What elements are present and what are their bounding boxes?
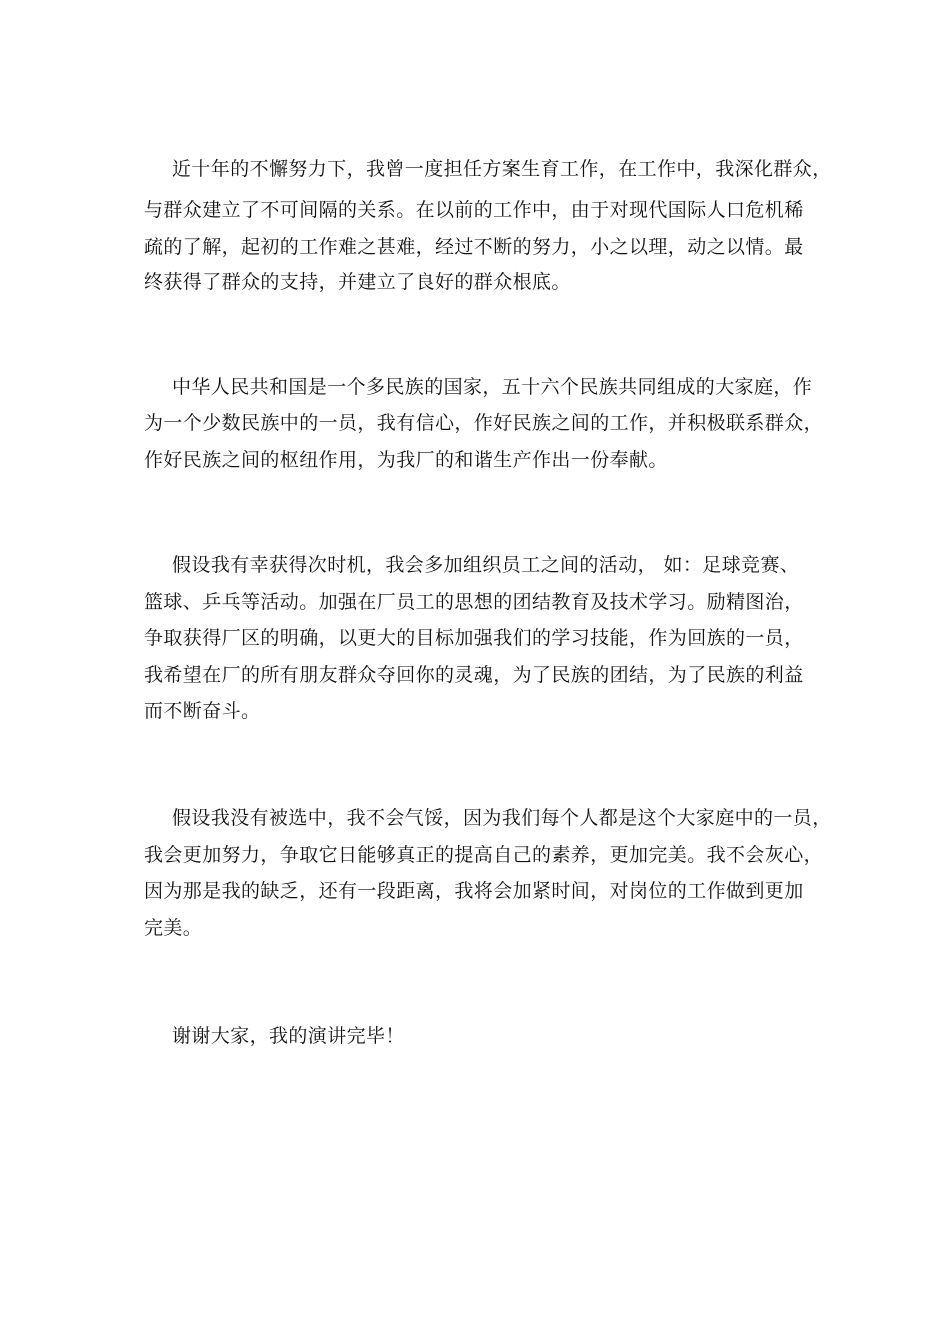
paragraph-line: 完美。 (144, 917, 203, 939)
paragraph-line: 终获得了群众的支持，并建立了良好的群众根底。 (144, 271, 571, 293)
paragraph-line: 假设我有幸获得次时机，我会多加组织员工之间的活动， 如：足球竞赛、 (172, 554, 800, 576)
paragraph-line: 因为那是我的缺乏，还有一段距离，我将会加紧时间，对岗位的工作做到更加 (144, 880, 804, 902)
paragraph-line: 谢谢大家，我的演讲完毕！ (172, 1025, 405, 1047)
paragraph-line: 争取获得厂区的明确，以更大的目标加强我们的学习技能，作为回族的一员， (144, 627, 804, 649)
paragraph-line: 疏的了解，起初的工作难之甚难，经过不断的努力，小之以理，动之以情。最 (144, 236, 804, 258)
paragraph-line: 篮球、乒乓等活动。加强在厂员工的思想的团结教育及技术学习。励精图治， (144, 591, 804, 613)
paragraph-line: 中华人民共和国是一个多民族的国家，五十六个民族共同组成的大家庭，作 (172, 376, 813, 398)
paragraph-line: 而不断奋斗。 (144, 700, 261, 722)
paragraph-line: 近十年的不懈努力下，我曾一度担任方案生育工作，在工作中，我深化群众， (172, 158, 832, 180)
paragraph-line: 我会更加努力，争取它日能够真正的提高自己的素养，更加完美。我不会灰心， (144, 844, 824, 866)
paragraph-line: 我希望在厂的所有朋友群众夺回你的灵魂，为了民族的团结，为了民族的利益 (144, 664, 804, 686)
paragraph-line: 作好民族之间的枢纽作用，为我厂的和谐生产作出一份奉献。 (144, 449, 668, 471)
paragraph-line: 假设我没有被选中，我不会气馁，因为我们每个人都是这个大家庭中的一员， (172, 807, 832, 829)
paragraph-line: 为一个少数民族中的一员，我有信心，作好民族之间的工作，并积极联系群众， (144, 412, 824, 434)
paragraph-line: 与群众建立了不可间隔的关系。在以前的工作中，由于对现代国际人口危机稀 (144, 199, 804, 221)
